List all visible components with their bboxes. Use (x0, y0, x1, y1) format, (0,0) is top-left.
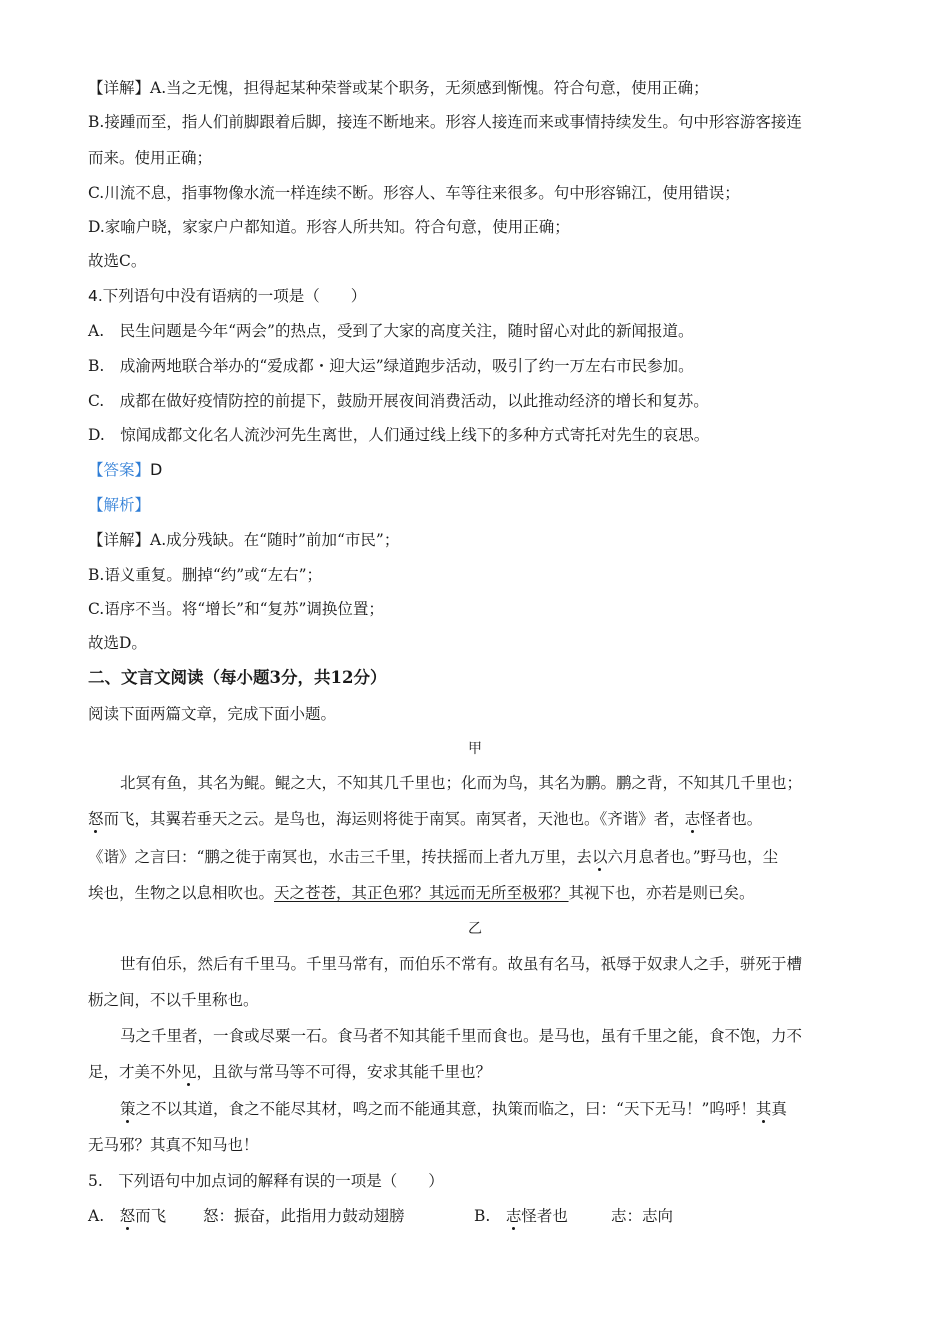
passage-jia-title: 甲 (468, 741, 482, 757)
section-instruction: 阅读下面两篇文章，完成下面小题。 (88, 705, 337, 723)
passage-yi-p3-line-1: 策之不以其道，食之不能尽其材，鸣之而不能通其意，执策而临之，曰：“天下无马！”呜呼！其真 (120, 1100, 787, 1118)
underlined-sentence: 天之苍苍，其正色邪？其远而无所至极邪？ (274, 884, 569, 902)
passage-jia-line-2: 怒而飞，其翼若垂天之云。是鸟也，海运则将徙于南冥。南冥者，天池也。《齐谐》者，志怪者也。 (88, 810, 763, 828)
dotted-word: 志 (684, 810, 701, 828)
dotted-word: 以 (591, 848, 608, 866)
passage-yi-p3-line-2: 无马邪？其真不知马也！ (88, 1136, 259, 1154)
q3-detail-d: D.家喻户晓，家家户户都知道。形容人所共知。符合句意，使用正确； (88, 218, 570, 236)
q5-option-a-explanation: 怒：振奋，此指用力鼓动翅膀 (203, 1207, 405, 1225)
passage-yi-p1-line-1: 世有伯乐，然后有千里马。千里马常有，而伯乐不常有。故虽有名马，祇辱于奴隶人之手，骈死于槽 (120, 955, 803, 973)
q4-answer (88, 459, 162, 481)
q3-detail-c: C.川流不息，指事物像水流一样连续不断。形容人、车等往来很多。句中形容锦江，使用错误； (88, 184, 740, 202)
q5-number: 5. (88, 1172, 119, 1190)
q3-conclusion: 故选C。 (88, 252, 147, 270)
passage-yi-p2-line-1: 马之千里者，一食或尽粟一石。食马者不知其能千里而食也。是马也，虽有千里之能，食不饱，力不 (120, 1027, 803, 1045)
answer-tag: 【答案】 (88, 461, 151, 479)
passage-yi-title: 乙 (468, 921, 482, 937)
dotted-word: 其 (755, 1100, 772, 1118)
q4-detail-b: B.语义重复。删掉“约”或“左右”； (88, 566, 323, 584)
passage-jia-line-1: 北冥有鱼，其名为鲲。鲲之大，不知其几千里也；化而为鸟，其名为鹏。鹏之背，不知其几千里也； (120, 774, 803, 792)
q4-stem: 4.下列语句中没有语病的一项是（ ） (88, 287, 367, 305)
q5-stem: 5. 下列语句中加点词的解释有误的一项是（ ） (88, 1172, 444, 1190)
q4-option-a: A. 民生问题是今年“两会”的热点，受到了大家的高度关注，随时留心对此的新闻报道。 (88, 322, 694, 340)
passage-jia-line-4: 埃也，生物之以息相吹也。天之苍苍，其正色邪？其远而无所至极邪？其视下也，亦若是则已矣。 (88, 884, 755, 902)
q4-detail-a: 【详解】A.成分残缺。在“随时”前加“市民”； (88, 531, 400, 549)
dotted-word: 策 (120, 1100, 136, 1118)
dotted-word: 志 (505, 1207, 522, 1225)
passage-yi-p1-line-2: 枥之间，不以千里称也。 (88, 991, 259, 1009)
q4-option-c: C. 成都在做好疫情防控的前提下，鼓励开展夜间消费活动，以此推动经济的增长和复苏。 (88, 392, 709, 410)
passage-jia-line-3: 《谐》之言曰：“鹏之徙于南冥也，水击三千里，抟扶摇而上者九万里，去以六月息者也。”野马也，尘 (88, 848, 779, 866)
dotted-word: 怒 (88, 810, 104, 828)
q5-option-b-explanation: 志：志向 (611, 1207, 674, 1225)
q5-option-b: B. 志怪者也 (474, 1207, 568, 1225)
q4-conclusion: 故选D。 (88, 634, 147, 652)
q4-option-b: B. 成渝两地联合举办的“爱成都・迎大运”绿道跑步活动，吸引了约一万左右市民参加。 (88, 357, 694, 375)
dotted-word: 见 (181, 1063, 197, 1081)
q4-number: 4. (88, 287, 103, 305)
dotted-word: 怒 (119, 1207, 136, 1225)
analysis-tag: 【解析】 (88, 496, 151, 514)
q5-option-a: A. 怒而飞 (88, 1207, 167, 1225)
q3-detail-a: 【详解】A.当之无愧，担得起某种荣誉或某个职务，无须感到惭愧。符合句意，使用正确； (88, 79, 709, 97)
answer-value: D (150, 460, 163, 479)
q4-detail-c: C.语序不当。将“增长”和“复苏”调换位置； (88, 600, 384, 618)
q4-option-d: D. 惊闻成都文化名人流沙河先生离世，人们通过线上线下的多种方式寄托对先生的哀思。 (88, 426, 710, 444)
section-heading: 二、文言文阅读（每小题3分，共12分） (88, 668, 387, 687)
detail-tag: 【详解】 (88, 79, 151, 97)
q3-detail-b-cont: 而来。使用正确； (88, 149, 213, 167)
detail-tag: 【详解】 (88, 531, 151, 549)
passage-yi-p2-line-2: 足，才美不外见，且欲与常马等不可得，安求其能千里也？ (88, 1063, 492, 1081)
q3-detail-b: B.接踵而至，指人们前脚跟着后脚，接连不断地来。形容人接连而来或事情持续发生。句中形容游客接连 (88, 113, 802, 131)
